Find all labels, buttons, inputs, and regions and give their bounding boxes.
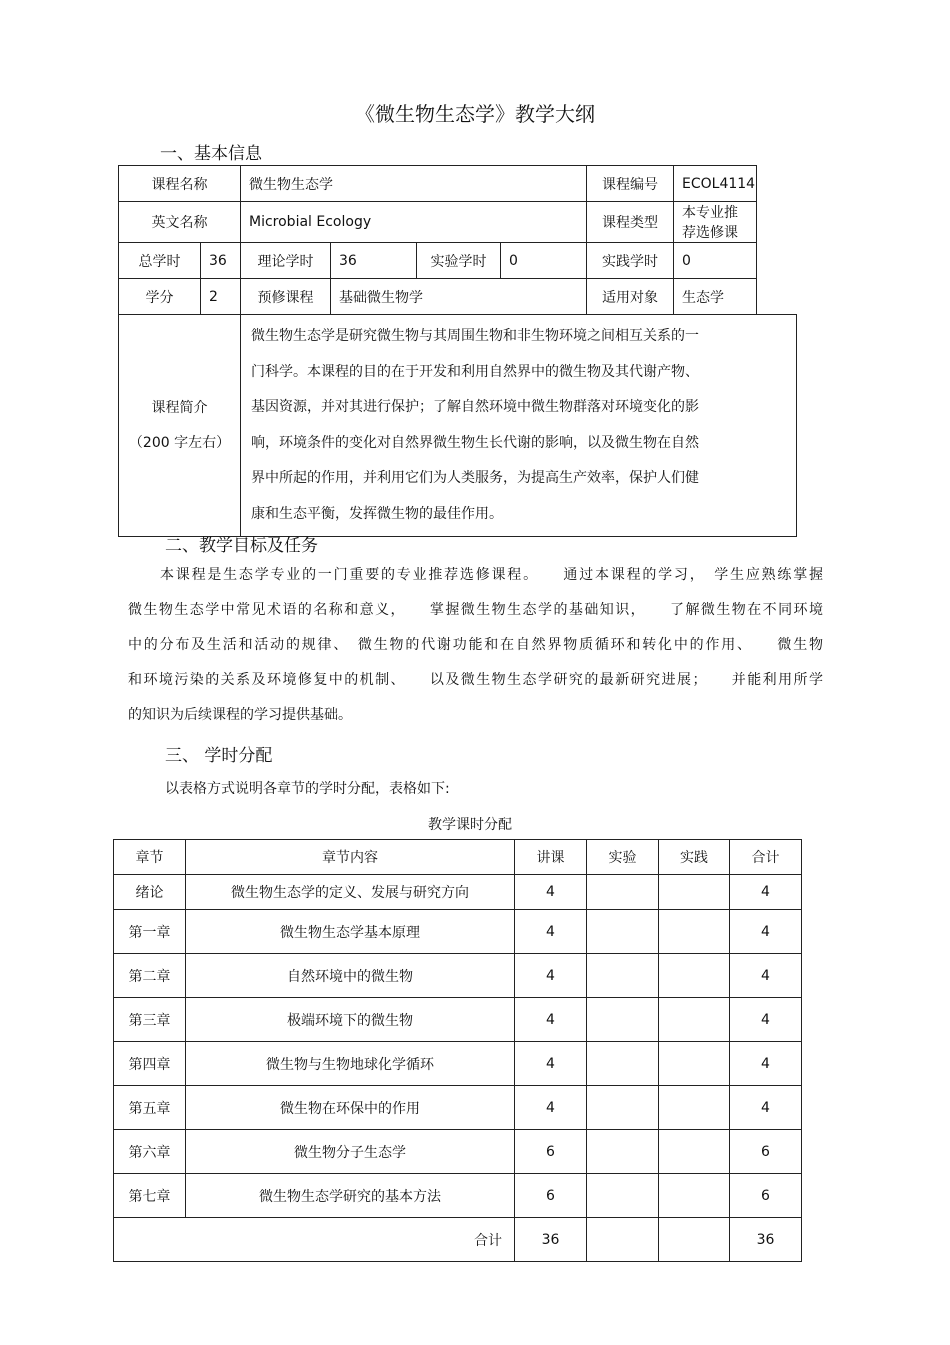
header-content: 章节内容	[186, 840, 515, 875]
header-chapter: 章节	[114, 840, 186, 875]
lecture-cell: 4	[515, 954, 587, 998]
practice-cell	[659, 1086, 730, 1130]
lab-cell	[587, 875, 659, 910]
hours-table	[113, 839, 802, 1262]
audience-label: 适用对象	[587, 279, 674, 315]
lecture-cell: 4	[515, 998, 587, 1042]
objectives-line: 本课程是生态学专业的一门重要的专业推荐选修课程。 通过本课程的学习， 学生应熟练掌握	[160, 567, 823, 583]
credits-label: 学分	[119, 279, 201, 315]
chapter-cell: 第一章	[114, 910, 186, 954]
total-hours-value: 36	[201, 243, 241, 279]
course-name-label: 课程名称	[119, 166, 241, 202]
total-cell: 4	[730, 1042, 802, 1086]
lab-hours-value: 0	[501, 243, 587, 279]
content-cell: 自然环境中的微生物	[186, 954, 515, 998]
theory-hours-value: 36	[331, 243, 417, 279]
chapter-cell: 第七章	[114, 1174, 186, 1218]
hours-intro-text: 以表格方式说明各章节的学时分配，表格如下:	[165, 781, 450, 797]
objectives-paragraph	[128, 558, 823, 733]
lecture-cell: 6	[515, 1174, 587, 1218]
practice-hours-value: 0	[674, 243, 757, 279]
section-heading-objectives: 二、教学目标及任务	[165, 536, 318, 556]
chapter-cell: 第二章	[114, 954, 186, 998]
course-type-value: 本专业推荐选修课	[674, 202, 757, 243]
table-row	[114, 910, 802, 954]
total-practice-cell	[659, 1218, 730, 1262]
theory-hours-label: 理论学时	[241, 243, 331, 279]
english-name-value: Microbial Ecology	[241, 202, 587, 243]
table-row	[114, 875, 802, 910]
hours-table-caption: 教学课时分配	[428, 817, 512, 833]
intro-line: 响，环境条件的变化对自然界微生物生长代谢的影响，以及微生物在自然	[251, 434, 699, 451]
intro-filler	[757, 315, 797, 537]
document-title: 《微生物生态学》教学大纲	[355, 102, 595, 126]
lecture-cell: 4	[515, 910, 587, 954]
course-code-value: ECOL4114	[674, 166, 757, 202]
intro-line: 微生物生态学是研究微生物与其周围生物和非生物环境之间相互关系的一	[251, 328, 699, 344]
total-sum-cell: 36	[730, 1218, 802, 1262]
total-cell: 4	[730, 954, 802, 998]
content-cell: 极端环境下的微生物	[186, 998, 515, 1042]
practice-cell	[659, 998, 730, 1042]
practice-cell	[659, 1042, 730, 1086]
lecture-cell: 4	[515, 1042, 587, 1086]
content-cell: 微生物生态学的定义、发展与研究方向	[186, 875, 515, 910]
intro-text	[241, 315, 757, 537]
total-cell: 6	[730, 1174, 802, 1218]
lab-hours-label: 实验学时	[417, 243, 501, 279]
lecture-cell: 6	[515, 1130, 587, 1174]
objectives-line: 和环境污染的关系及环境修复中的机制、 以及微生物生态学研究的最新研究进展； 并能利用所学	[128, 672, 823, 688]
table-row	[114, 1174, 802, 1218]
course-name-value: 微生物生态学	[241, 166, 587, 202]
total-hours-label: 总学时	[119, 243, 201, 279]
total-cell: 6	[730, 1130, 802, 1174]
section-heading-hours: 三、 学时分配	[165, 746, 273, 766]
course-info-table	[118, 165, 797, 537]
course-code-label: 课程编号	[587, 166, 674, 202]
total-cell: 4	[730, 1086, 802, 1130]
header-total: 合计	[730, 840, 802, 875]
audience-value: 生态学	[674, 279, 757, 315]
prereq-value: 基础微生物学	[331, 279, 587, 315]
credits-value: 2	[201, 279, 241, 315]
total-cell: 4	[730, 910, 802, 954]
chapter-cell: 第四章	[114, 1042, 186, 1086]
lecture-cell: 4	[515, 1086, 587, 1130]
practice-cell	[659, 954, 730, 998]
header-practice: 实践	[659, 840, 730, 875]
content-cell: 微生物分子生态学	[186, 1130, 515, 1174]
practice-hours-label: 实践学时	[587, 243, 674, 279]
table-row	[114, 1130, 802, 1174]
content-cell: 微生物生态学研究的基本方法	[186, 1174, 515, 1218]
table-row	[114, 998, 802, 1042]
lecture-cell: 4	[515, 875, 587, 910]
lab-cell	[587, 998, 659, 1042]
intro-label-line-1: 课程简介	[151, 399, 208, 416]
practice-cell	[659, 910, 730, 954]
intro-label	[119, 315, 241, 537]
intro-line: 基因资源，并对其进行保护；了解自然环境中微生物群落对环境变化的影	[251, 399, 699, 415]
table-row	[114, 1042, 802, 1086]
lab-cell	[587, 1130, 659, 1174]
header-lecture: 讲课	[515, 840, 587, 875]
total-cell: 4	[730, 998, 802, 1042]
total-label-cell: 合计	[114, 1218, 515, 1262]
objectives-line: 的知识为后续课程的学习提供基础。	[128, 707, 352, 723]
lab-cell	[587, 954, 659, 998]
table-row	[114, 1086, 802, 1130]
lab-cell	[587, 910, 659, 954]
intro-line: 康和生态平衡，发挥微生物的最佳作用。	[251, 505, 503, 522]
lab-cell	[587, 1086, 659, 1130]
table-row	[114, 954, 802, 998]
practice-cell	[659, 875, 730, 910]
header-lab: 实验	[587, 840, 659, 875]
section-heading-basic-info: 一、基本信息	[160, 144, 262, 164]
course-type-label: 课程类型	[587, 202, 674, 243]
total-lab-cell	[587, 1218, 659, 1262]
content-cell: 微生物生态学基本原理	[186, 910, 515, 954]
practice-cell	[659, 1130, 730, 1174]
intro-label-line-2: （200 字左右）	[128, 434, 231, 451]
intro-line: 门科学。本课程的目的在于开发和利用自然界中的微生物及其代谢产物、	[251, 363, 699, 380]
english-name-label: 英文名称	[119, 202, 241, 243]
table-total-row	[114, 1218, 802, 1262]
total-lecture-cell: 36	[515, 1218, 587, 1262]
lab-cell	[587, 1174, 659, 1218]
objectives-line: 微生物生态学中常见术语的名称和意义， 掌握微生物生态学的基础知识， 了解微生物在不同环境	[128, 602, 823, 618]
chapter-cell: 绪论	[114, 875, 186, 910]
chapter-cell: 第三章	[114, 998, 186, 1042]
total-cell: 4	[730, 875, 802, 910]
hours-header-row	[114, 840, 802, 875]
practice-cell	[659, 1174, 730, 1218]
chapter-cell: 第五章	[114, 1086, 186, 1130]
prereq-label: 预修课程	[241, 279, 331, 315]
content-cell: 微生物在环保中的作用	[186, 1086, 515, 1130]
intro-line: 界中所起的作用，并利用它们为人类服务，为提高生产效率，保护人们健	[251, 470, 699, 486]
lab-cell	[587, 1042, 659, 1086]
chapter-cell: 第六章	[114, 1130, 186, 1174]
objectives-line: 中的分布及生活和活动的规律、 微生物的代谢功能和在自然界物质循环和转化中的作用、 微生物	[128, 637, 823, 653]
content-cell: 微生物与生物地球化学循环	[186, 1042, 515, 1086]
